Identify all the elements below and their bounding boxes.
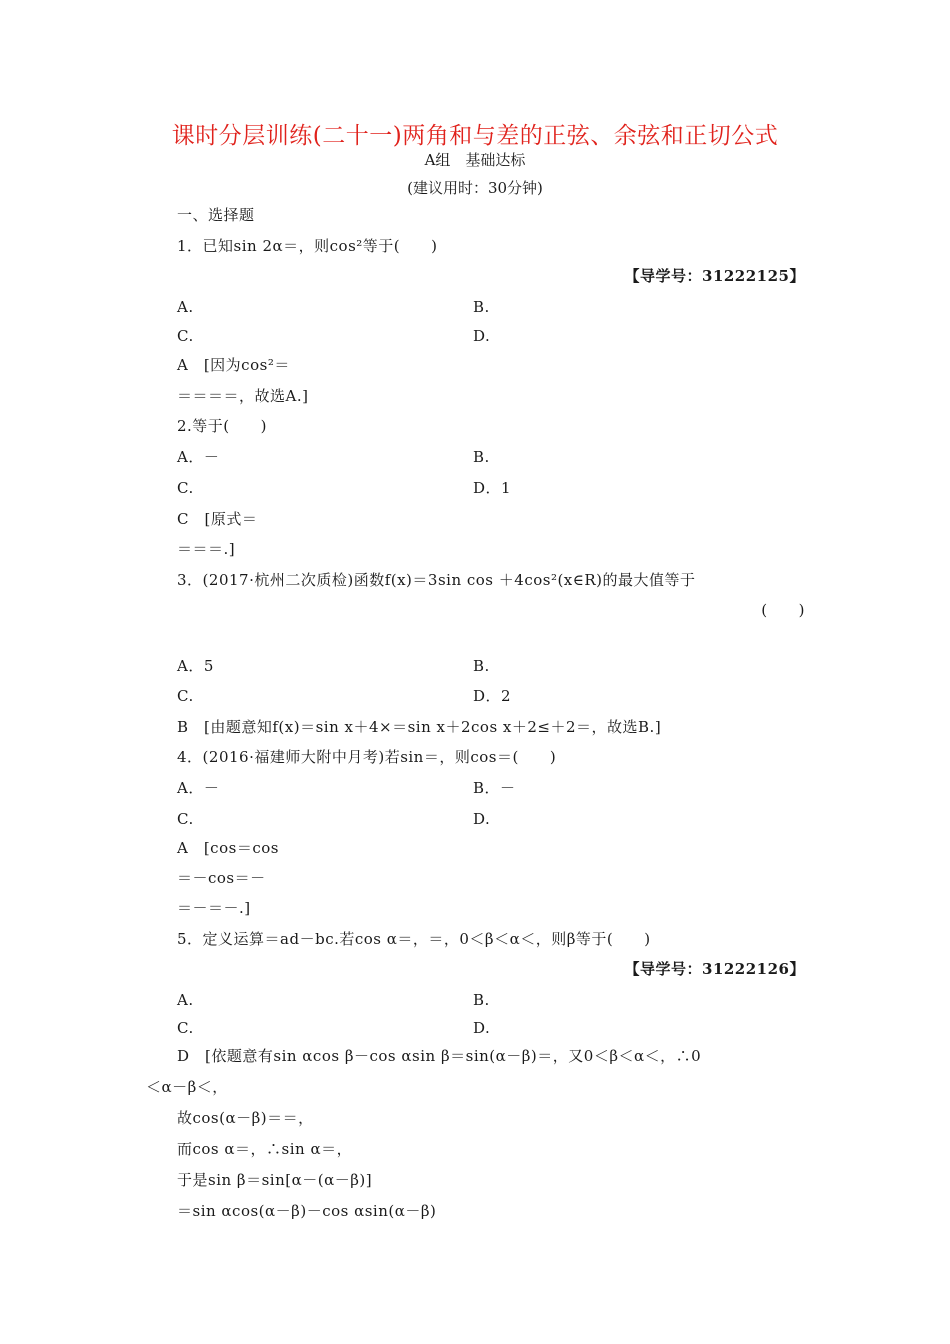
q5-solution-line: 于是sin β＝sin[α－(α－β)] [177, 1171, 373, 1189]
q2-solution-line: ＝＝＝.] [177, 540, 236, 558]
doc-title: 课时分层训练(二十一)两角和与差的正弦、余弦和正切公式 [171, 123, 779, 149]
q2-solution-line: C [原式＝ [177, 510, 258, 528]
q5-option-a: A. [177, 991, 194, 1009]
q5-solution-line: 故cos(α－β)＝＝， [177, 1109, 314, 1127]
q4-solution-line: A [cos＝cos [177, 839, 279, 857]
q1-stem: 1．已知sin 2α＝，则cos²等于( ) [177, 237, 438, 255]
q1-code: 【导学号：31222125】 [624, 267, 805, 285]
q1-option-c: C. [177, 327, 194, 345]
q4-solution-line: ＝－cos＝－ [177, 869, 266, 887]
q4-option-d: D. [473, 810, 491, 828]
q1-solution-line: A [因为cos²＝ [177, 356, 290, 374]
q3-answer-paren: ( ) [761, 601, 805, 619]
q3-option-d: D．2 [473, 687, 512, 705]
q5-stem: 5．定义运算＝ad－bc.若cos α＝，＝，0＜β＜α＜，则β等于( ) [177, 930, 651, 948]
q5-solution-line: D [依题意有sin αcos β－cos αsin β＝sin(α－β)＝，又0＜β＜α＜，∴0 [177, 1047, 702, 1065]
q5-code: 【导学号：31222126】 [624, 960, 805, 978]
q4-option-c: C. [177, 810, 194, 828]
q1-solution-line: ＝＝＝＝，故选A.] [177, 387, 309, 405]
q2-stem: 2.等于( ) [177, 417, 268, 435]
q3-option-b: B. [473, 657, 490, 675]
q2-option-c: C. [177, 479, 194, 497]
q3-stem: 3．(2017·杭州二次质检)函数f(x)＝3sin cos ＋4cos²(x∈R)的最大值等于 [177, 571, 696, 589]
q1-option-a: A. [177, 298, 194, 316]
q3-option-c: C. [177, 687, 194, 705]
time-hint: (建议用时：30分钟) [407, 179, 543, 197]
q5-option-d: D. [473, 1019, 491, 1037]
q2-option-b: B. [473, 448, 490, 466]
q4-option-b: B．－ [473, 779, 516, 797]
q5-solution-line: 而cos α＝，∴sin α＝， [177, 1140, 353, 1158]
q2-option-d: D．1 [473, 479, 512, 497]
q5-option-b: B. [473, 991, 490, 1009]
q1-option-b: B. [473, 298, 490, 316]
section-heading: 一、选择题 [177, 206, 255, 224]
q5-solution-line: ＜α－β＜， [146, 1078, 228, 1096]
q4-stem: 4．(2016·福建师大附中月考)若sin＝，则cos＝( ) [177, 748, 557, 766]
q2-option-a: A．－ [177, 448, 220, 466]
group-heading: A组 基础达标 [424, 151, 526, 169]
q4-option-a: A．－ [177, 779, 220, 797]
q1-option-d: D. [473, 327, 491, 345]
q3-option-a: A．5 [177, 657, 214, 675]
q5-solution-line: ＝sin αcos(α－β)－cos αsin(α－β) [177, 1202, 437, 1220]
q3-solution-line: B [由题意知f(x)＝sin x＋4×＝sin x＋2cos x＋2≤＋2＝，故选B.] [177, 718, 662, 736]
q4-solution-line: ＝－＝－.] [177, 899, 251, 917]
q5-option-c: C. [177, 1019, 194, 1037]
